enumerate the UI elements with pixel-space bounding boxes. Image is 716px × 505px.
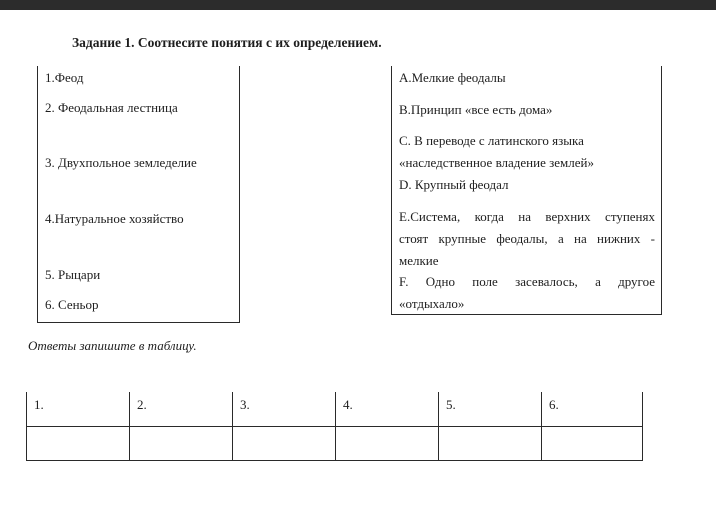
concept-item: 5. Рыцари — [45, 267, 101, 282]
definition-item: «отдыхало» — [399, 296, 465, 311]
definition-item: мелкие — [399, 253, 439, 268]
concept-item: 4.Натуральное хозяйство — [45, 211, 184, 226]
answer-header-cell: 2. — [137, 397, 147, 412]
concept-item: 6. Сеньор — [45, 297, 99, 312]
definition-item: D. Крупный феодал — [399, 177, 509, 192]
answer-header-cell: 3. — [240, 397, 250, 412]
definition-item: В.Принцип «все есть дома» — [399, 102, 553, 117]
definition-item: стоят крупные феодалы, а на нижних - — [399, 231, 655, 246]
top-bar — [0, 0, 716, 10]
table-border — [661, 66, 662, 314]
answer-header-cell: 5. — [446, 397, 456, 412]
table-border — [239, 66, 240, 322]
definition-item: «наследственное владение землей» — [399, 155, 594, 170]
table-border — [391, 66, 392, 314]
definition-item: С. В переводе с латинского языка — [399, 133, 584, 148]
table-border — [26, 460, 643, 461]
definition-item: F. Одно поле засевалось, а другое — [399, 274, 655, 289]
task-title: Задание 1. Соотнесите понятия с их определением. — [72, 35, 382, 50]
table-border — [37, 322, 240, 323]
concept-item: 2. Феодальная лестница — [45, 100, 178, 115]
answer-header-cell: 1. — [34, 397, 44, 412]
concept-item: 1.Феод — [45, 70, 84, 85]
table-border — [37, 66, 38, 322]
table-border — [26, 426, 643, 427]
definition-item: А.Мелкие феодалы — [399, 70, 506, 85]
instruction-text: Ответы запишите в таблицу. — [28, 338, 197, 353]
answer-header-cell: 6. — [549, 397, 559, 412]
answer-header-cell: 4. — [343, 397, 353, 412]
concept-item: 3. Двухпольное земледелие — [45, 155, 197, 170]
definition-item: Е.Система, когда на верхних ступенях — [399, 209, 655, 224]
